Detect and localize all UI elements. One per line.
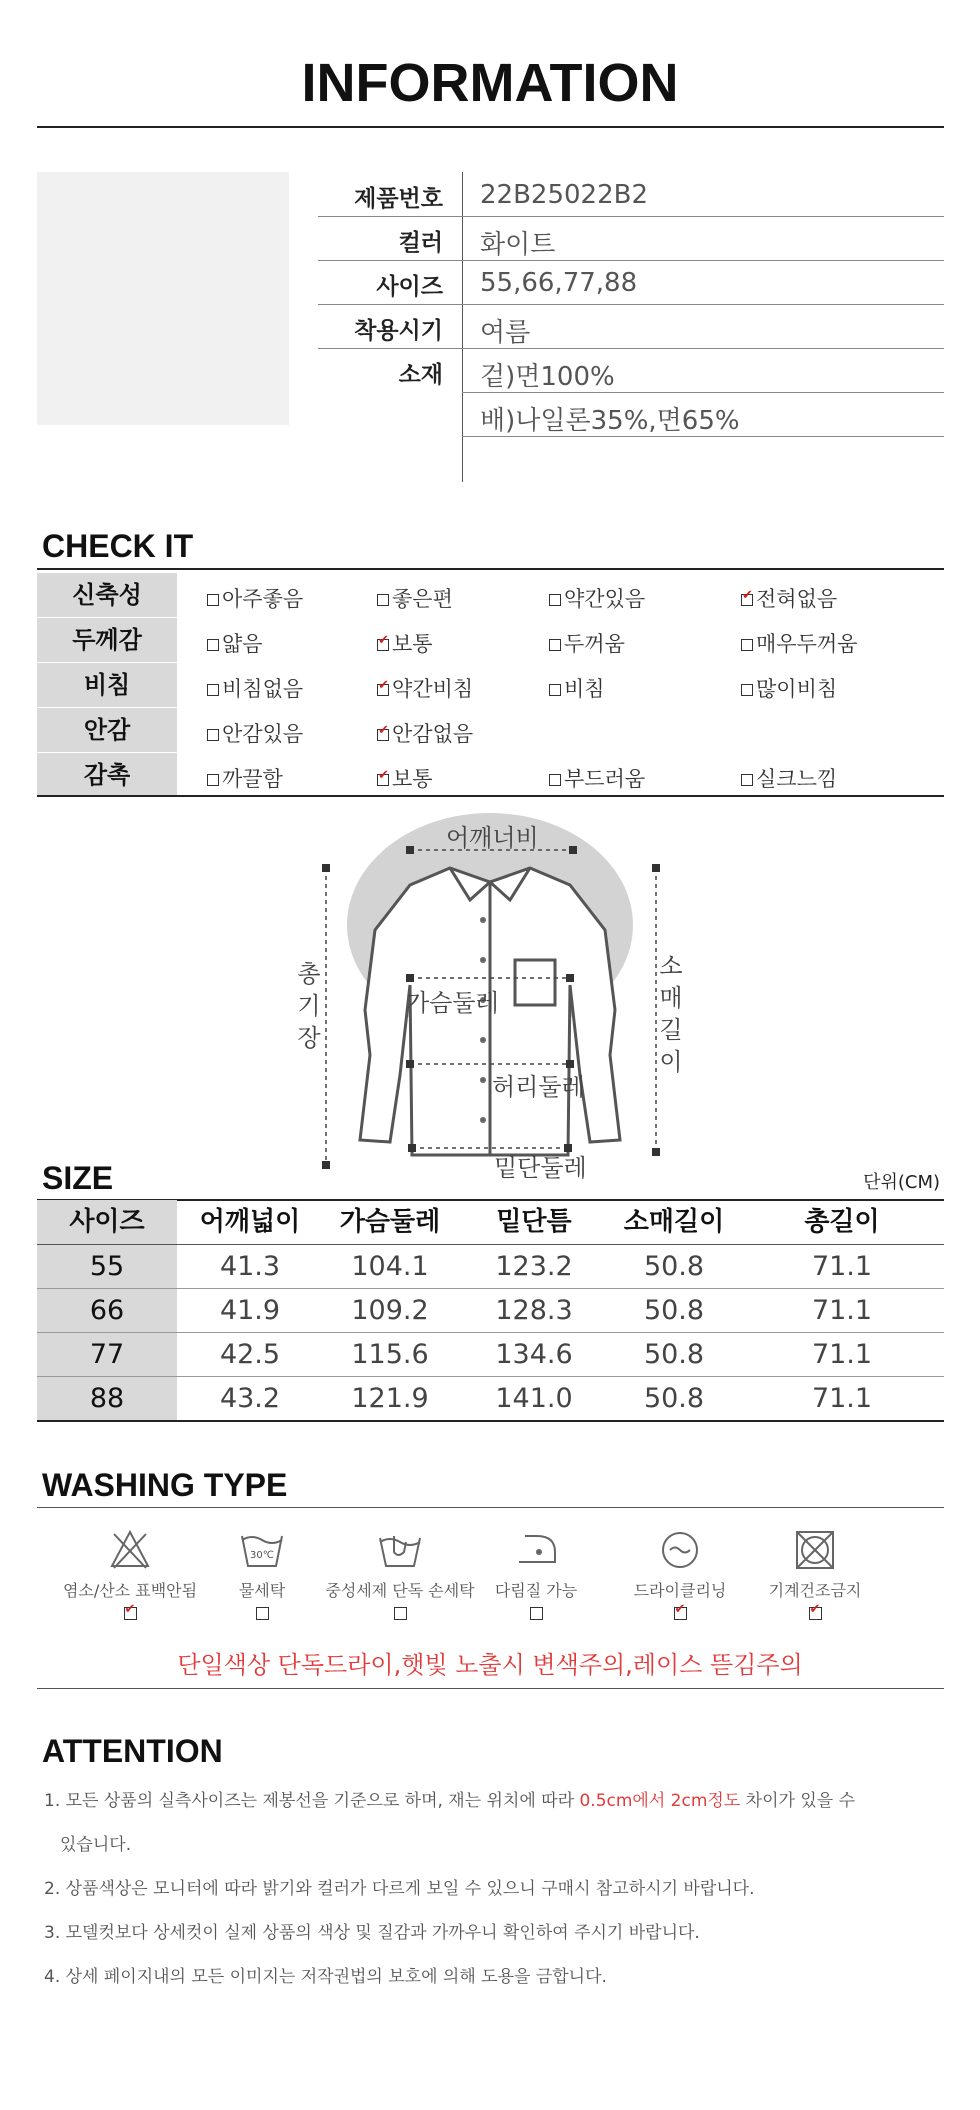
wash-label: 물세탁 [238, 1581, 286, 1600]
check-option-label: 비침없음 [222, 677, 304, 701]
measurement-cell: 41.9 [219, 1295, 281, 1326]
info-label: 사이즈 [376, 274, 443, 300]
info-row-color [318, 216, 944, 260]
size-column-header: 소매길이 [623, 1207, 725, 1237]
check-row-label: 비침 [37, 663, 177, 707]
check-option-label: 까끌함 [222, 767, 283, 791]
wash-item [740, 1528, 890, 1624]
measurement-cell: 50.8 [643, 1383, 705, 1414]
attention-line-3: 3. 모델컷보다 상세컷이 실제 상품의 색상 및 질감과 가까우니 확인하여 주시기 바랍니다. [44, 1923, 700, 1943]
info-value: 여름 [480, 318, 531, 348]
table-row [37, 1333, 944, 1377]
check-option[interactable] [377, 718, 473, 748]
check-option-label: 부드러움 [564, 767, 646, 791]
check-row [37, 618, 944, 662]
size-column-header: 총길이 [804, 1207, 880, 1237]
checked-box-icon[interactable] [124, 1607, 137, 1620]
info-row-lining [318, 392, 944, 436]
unchecked-box-icon[interactable] [394, 1607, 407, 1620]
check-option-label: 보통 [392, 632, 433, 656]
measurement-cell: 104.1 [351, 1251, 429, 1282]
size-column-header: 가슴둘레 [339, 1207, 441, 1237]
info-label: 제품번호 [354, 186, 443, 212]
size-cell: 77 [37, 1333, 177, 1377]
no-bleach-icon [55, 1528, 205, 1572]
washing-heading: WASHING TYPE [42, 1467, 288, 1503]
check-option[interactable] [549, 673, 605, 703]
no-tumble-dry-icon [740, 1528, 890, 1572]
check-row [37, 573, 944, 617]
size-table-header [37, 1200, 944, 1244]
check-option[interactable] [207, 718, 303, 748]
measurement-cell: 50.8 [643, 1295, 705, 1326]
size-heading: SIZE [42, 1160, 114, 1196]
info-label: 컬러 [398, 230, 443, 256]
measurement-cell: 71.1 [811, 1339, 873, 1370]
shoulder-label: 어깨너비 [446, 824, 539, 852]
checked-box-icon[interactable] [809, 1607, 822, 1620]
unchecked-box-icon[interactable] [207, 639, 219, 651]
check-option[interactable] [741, 763, 837, 793]
check-option-label: 보통 [392, 767, 433, 791]
check-row-label: 신축성 [37, 573, 177, 617]
check-option[interactable] [549, 628, 625, 658]
unit-label: 단위(CM) [863, 1172, 940, 1193]
check-option-label: 안감없음 [392, 722, 474, 746]
check-row-label: 안감 [37, 708, 177, 752]
check-option[interactable] [741, 628, 857, 658]
iron-icon [461, 1528, 611, 1572]
unchecked-box-icon[interactable] [741, 684, 753, 696]
info-value: 배)나일론35%,면65% [480, 406, 740, 436]
info-label: 착용시기 [354, 318, 443, 344]
check-option[interactable] [741, 673, 837, 703]
check-heading: CHECK IT [42, 528, 194, 564]
measurement-cell: 134.6 [495, 1339, 573, 1370]
attention-line-1: 1. 모든 상품의 실측사이즈는 제봉선을 기준으로 하며, 재는 위치에 따라 0.5cm에서 2cm정도 차이가 있을 수 [44, 1791, 855, 1811]
table-row [37, 1289, 944, 1333]
measurement-cell: 115.6 [351, 1339, 429, 1370]
title-divider [37, 126, 944, 128]
checked-box-icon[interactable] [377, 774, 389, 786]
measurement-cell: 123.2 [495, 1251, 573, 1282]
check-option[interactable] [377, 583, 453, 613]
check-row [37, 708, 944, 752]
checked-box-icon[interactable] [741, 594, 753, 606]
unchecked-box-icon[interactable] [741, 774, 753, 786]
unchecked-box-icon[interactable] [377, 594, 389, 606]
unchecked-box-icon[interactable] [549, 639, 561, 651]
check-option-label: 매우두꺼움 [756, 632, 858, 656]
check-option-label: 비침 [564, 677, 605, 701]
measurement-cell: 41.3 [219, 1251, 281, 1282]
wash-label: 드라이클리닝 [633, 1581, 727, 1600]
check-row-label: 두께감 [37, 618, 177, 662]
attention-line-1-cont: 있습니다. [60, 1835, 132, 1855]
sleeve-label: 소 매 길 이 [659, 952, 683, 1076]
info-label: 소재 [398, 362, 443, 388]
wash-label: 중성세제 단독 손세탁 [325, 1581, 475, 1600]
unchecked-box-icon[interactable] [207, 774, 219, 786]
info-value: 겉)면100% [480, 362, 615, 392]
checked-box-icon[interactable] [377, 639, 389, 651]
measurement-cell: 71.1 [811, 1251, 873, 1282]
wash-30-icon [187, 1528, 337, 1572]
table-row [37, 1245, 944, 1289]
check-option-label: 약간있음 [564, 587, 646, 611]
info-row-season [318, 304, 944, 348]
check-row [37, 753, 944, 797]
wash-item [55, 1528, 205, 1624]
unchecked-box-icon[interactable] [256, 1607, 269, 1620]
check-option[interactable] [207, 673, 303, 703]
measurement-cell: 121.9 [351, 1383, 429, 1414]
checked-box-icon[interactable] [377, 684, 389, 696]
hand-wash-icon [325, 1528, 475, 1572]
measurement-cell: 141.0 [495, 1383, 573, 1414]
check-option-label: 실크느낌 [756, 767, 838, 791]
check-option[interactable] [207, 763, 283, 793]
size-cell: 55 [37, 1245, 177, 1289]
dry-clean-icon [605, 1528, 755, 1572]
wash-item [187, 1528, 337, 1624]
wash-label: 기계건조금지 [768, 1581, 862, 1600]
hem-label: 밑단둘레 [494, 1154, 587, 1182]
check-option-label: 얇음 [222, 632, 263, 656]
size-cell: 66 [37, 1289, 177, 1333]
check-row-label: 감촉 [37, 753, 177, 797]
check-option[interactable] [207, 628, 263, 658]
attention-heading: ATTENTION [42, 1733, 223, 1769]
size-cell: 88 [37, 1377, 177, 1421]
attention-line-2: 2. 상품색상은 모니터에 따라 밝기와 컬러가 다르게 보일 수 있으니 구매시 참고하시기 바랍니다. [44, 1879, 755, 1899]
check-option-label: 아주좋음 [222, 587, 304, 611]
measurement-cell: 43.2 [219, 1383, 281, 1414]
check-option[interactable] [207, 583, 303, 613]
check-option[interactable] [377, 763, 433, 793]
info-value: 화이트 [480, 230, 556, 260]
unchecked-box-icon[interactable] [549, 684, 561, 696]
wash-label: 염소/산소 표백안됨 [62, 1581, 198, 1600]
attention-line-4: 4. 상세 페이지내의 모든 이미지는 저작권법의 보호에 의해 도용을 금합니다. [44, 1967, 607, 1987]
svg-text:30℃: 30℃ [250, 1550, 274, 1561]
size-column-header: 사이즈 [37, 1200, 177, 1244]
checked-box-icon[interactable] [377, 729, 389, 741]
check-option-label: 안감있음 [222, 722, 304, 746]
size-column-header: 어깨넓이 [199, 1207, 301, 1237]
check-option-label: 두꺼움 [564, 632, 625, 656]
measurement-cell: 109.2 [351, 1295, 429, 1326]
check-option[interactable] [377, 673, 473, 703]
check-option[interactable] [549, 763, 645, 793]
info-row-product-number [318, 172, 944, 216]
wash-item [461, 1528, 611, 1624]
page-title: INFORMATION [301, 53, 679, 113]
checked-box-icon[interactable] [674, 1607, 687, 1620]
measurement-cell: 128.3 [495, 1295, 573, 1326]
waist-label: 허리둘레 [492, 1073, 585, 1101]
check-option-label: 약간비침 [392, 677, 474, 701]
check-option-label: 전혀없음 [756, 587, 838, 611]
check-option-label: 좋은편 [392, 587, 453, 611]
unchecked-box-icon[interactable] [207, 594, 219, 606]
info-value: 22B25022B2 [480, 180, 649, 210]
info-row-size [318, 260, 944, 304]
unchecked-box-icon[interactable] [549, 594, 561, 606]
unchecked-box-icon[interactable] [549, 774, 561, 786]
measurement-cell: 71.1 [811, 1383, 873, 1414]
unchecked-box-icon[interactable] [207, 729, 219, 741]
check-option-label: 많이비침 [756, 677, 838, 701]
measurement-cell: 71.1 [811, 1295, 873, 1326]
wash-item [325, 1528, 475, 1624]
unchecked-box-icon[interactable] [530, 1607, 543, 1620]
washing-note: 단일색상 단독드라이,햇빛 노출시 변색주의,레이스 뜯김주의 [177, 1651, 803, 1679]
check-option[interactable] [549, 583, 645, 613]
check-option[interactable] [377, 628, 433, 658]
chest-label: 가슴둘레 [406, 989, 499, 1017]
check-option[interactable] [741, 583, 837, 613]
info-row-material [318, 348, 944, 392]
unchecked-box-icon[interactable] [207, 684, 219, 696]
wash-label: 다림질 가능 [494, 1581, 578, 1600]
info-value: 55,66,77,88 [480, 268, 638, 298]
wash-item [605, 1528, 755, 1624]
size-column-header: 밑단틈 [496, 1207, 572, 1237]
table-row [37, 1377, 944, 1421]
measurement-cell: 42.5 [219, 1339, 281, 1370]
color-swatch [37, 172, 289, 425]
check-row [37, 663, 944, 707]
unchecked-box-icon[interactable] [741, 639, 753, 651]
measurement-cell: 50.8 [643, 1251, 705, 1282]
length-label: 총 기 장 [297, 960, 321, 1052]
measurement-cell: 50.8 [643, 1339, 705, 1370]
